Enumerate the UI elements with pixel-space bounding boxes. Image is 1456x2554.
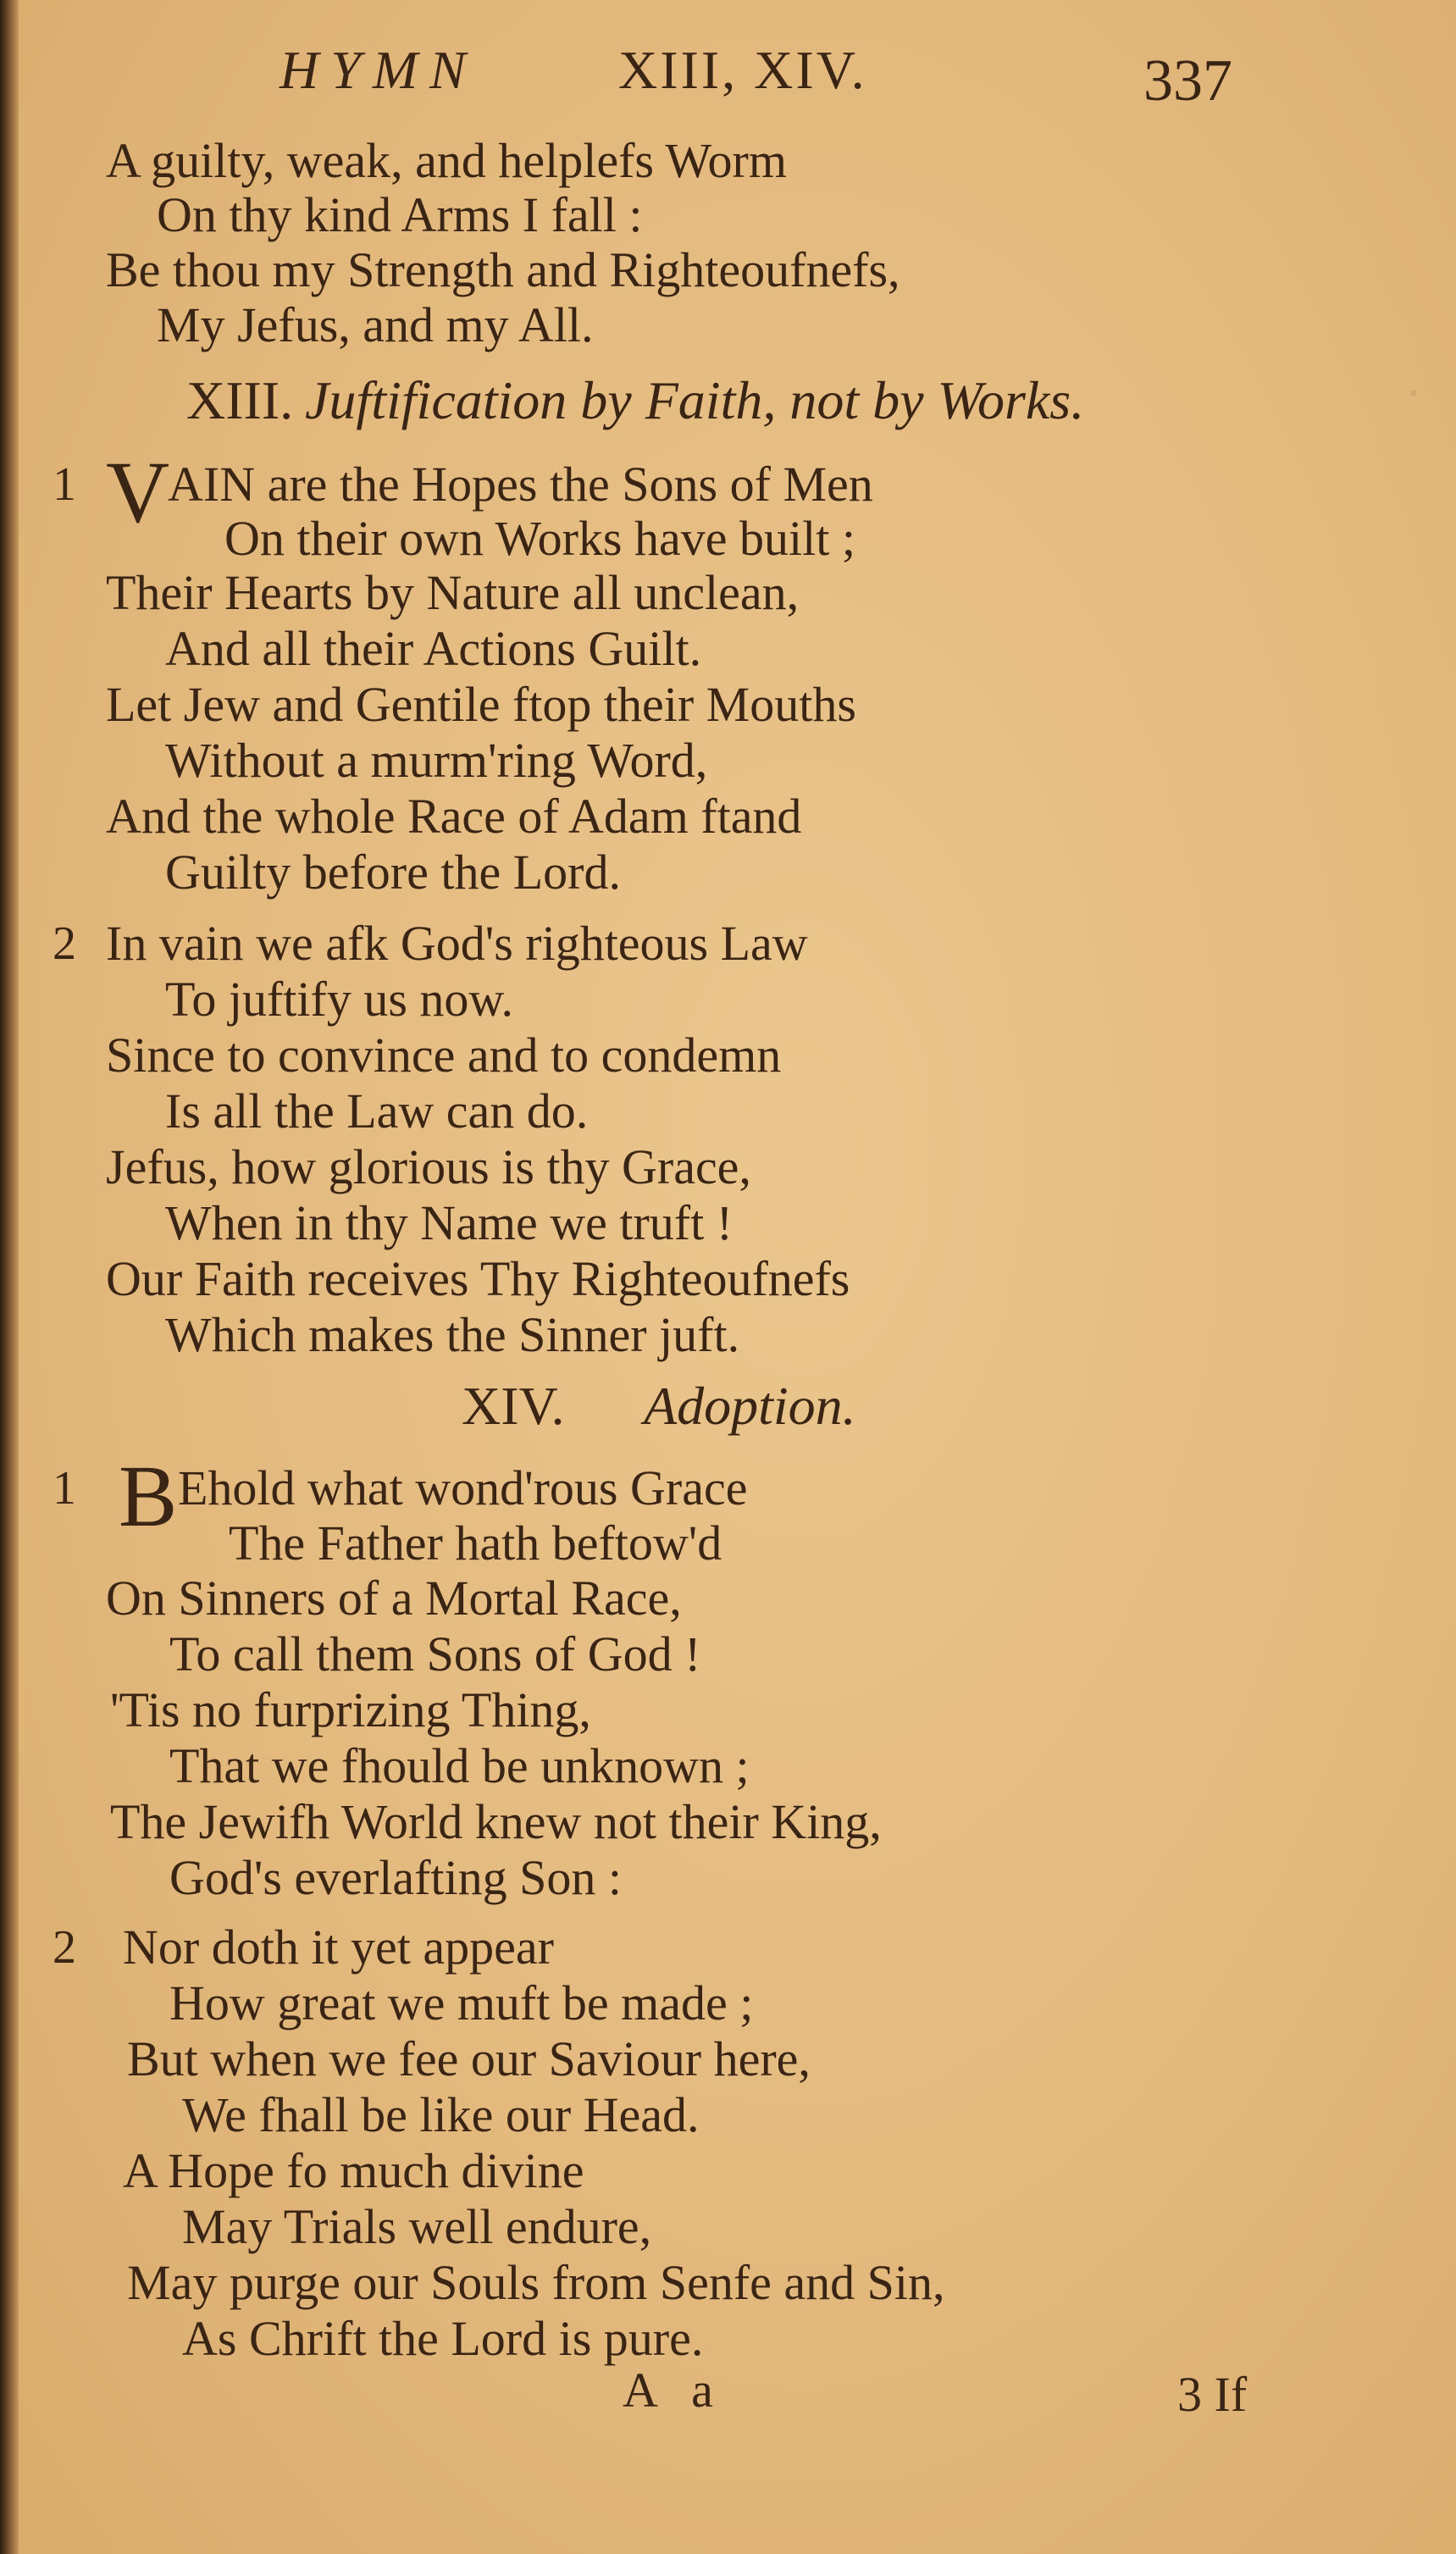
verse-line: Is all the Law can do. <box>165 1083 589 1138</box>
page-number: 337 <box>1143 48 1232 114</box>
verse-line: But when we fee our Saviour here, <box>127 2031 811 2086</box>
signature-mark: A a <box>623 2363 725 2418</box>
verse-line: As Chrift the Lord is pure. <box>182 2311 704 2366</box>
show-through-mark: · <box>1405 365 1422 421</box>
stanza-number: 2 <box>53 1921 76 1974</box>
hymn-xiii-title: Juftification by Faith, not by Works. <box>305 370 1085 430</box>
drop-cap: V <box>106 444 170 541</box>
intro-line-2: On thy kind Arms I fall : <box>157 187 643 242</box>
hymn-xiv-title: Adoption. <box>644 1376 856 1436</box>
verse-line: When in thy Name we truft ! <box>165 1195 734 1250</box>
verse-line: Their Hearts by Nature all unclean, <box>106 565 800 620</box>
running-head-numbers: XIII, XIV. <box>618 40 867 100</box>
verse-line: And the whole Race of Adam ftand <box>106 789 802 844</box>
verse-line: Ehold what wond'rous Grace <box>178 1460 748 1515</box>
verse-line: To call them Sons of God ! <box>169 1626 701 1681</box>
verse-line: 'Tis no furprizing Thing, <box>110 1682 591 1737</box>
verse-line: Without a murm'ring Word, <box>165 733 708 788</box>
drop-cap: B <box>119 1448 178 1545</box>
stanza-number: 2 <box>53 917 76 970</box>
verse-line: May Trials well endure, <box>182 2199 652 2254</box>
verse-line: Guilty before the Lord. <box>165 845 621 900</box>
verse-line: Since to convince and to condemn <box>106 1028 782 1083</box>
verse-line: Which makes the Sinner juft. <box>165 1307 740 1362</box>
intro-line-1: A guilty, weak, and helplefs Worm <box>106 133 787 188</box>
hymn-xiii-number: XIII. <box>186 370 294 430</box>
verse-line: And all their Actions Guilt. <box>165 621 702 676</box>
verse-line: Nor doth it yet appear <box>123 1920 554 1975</box>
verse-line: May purge our Souls from Senfe and Sin, <box>127 2255 945 2310</box>
book-spine-shadow <box>0 0 19 2554</box>
verse-line: AIN are the Hopes the Sons of Men <box>168 457 873 512</box>
verse-line: We fhall be like our Head. <box>182 2087 700 2142</box>
verse-line: In vain we afk God's righteous Law <box>106 916 808 971</box>
verse-line: Our Faith receives Thy Righteoufnefs <box>106 1251 850 1306</box>
stanza-number: 1 <box>53 458 76 511</box>
verse-line: Let Jew and Gentile ftop their Mouths <box>106 677 856 732</box>
intro-line-4: My Jefus, and my All. <box>157 297 594 352</box>
verse-line: To juftify us now. <box>165 972 514 1027</box>
verse-line: God's everlafting Son : <box>169 1850 622 1905</box>
verse-line: On Sinners of a Mortal Race, <box>106 1571 682 1626</box>
running-head-title: HYMN <box>280 40 478 100</box>
verse-line: On their own Works have built ; <box>224 511 855 566</box>
verse-line: That we fhould be unknown ; <box>169 1738 750 1793</box>
intro-line-3: Be thou my Strength and Righteoufnefs, <box>106 242 900 297</box>
verse-line: A Hope fo much divine <box>123 2143 584 2198</box>
verse-line: The Jewifh World knew not their King, <box>110 1794 882 1849</box>
verse-line: Jefus, how glorious is thy Grace, <box>106 1139 751 1194</box>
catchword: 3 If <box>1177 2367 1248 2422</box>
hymn-xiv-number: XIV. <box>462 1376 565 1436</box>
stanza-number: 1 <box>53 1462 76 1515</box>
verse-line: How great we muft be made ; <box>169 1975 754 2030</box>
verse-line: The Father hath beftow'd <box>229 1515 722 1571</box>
